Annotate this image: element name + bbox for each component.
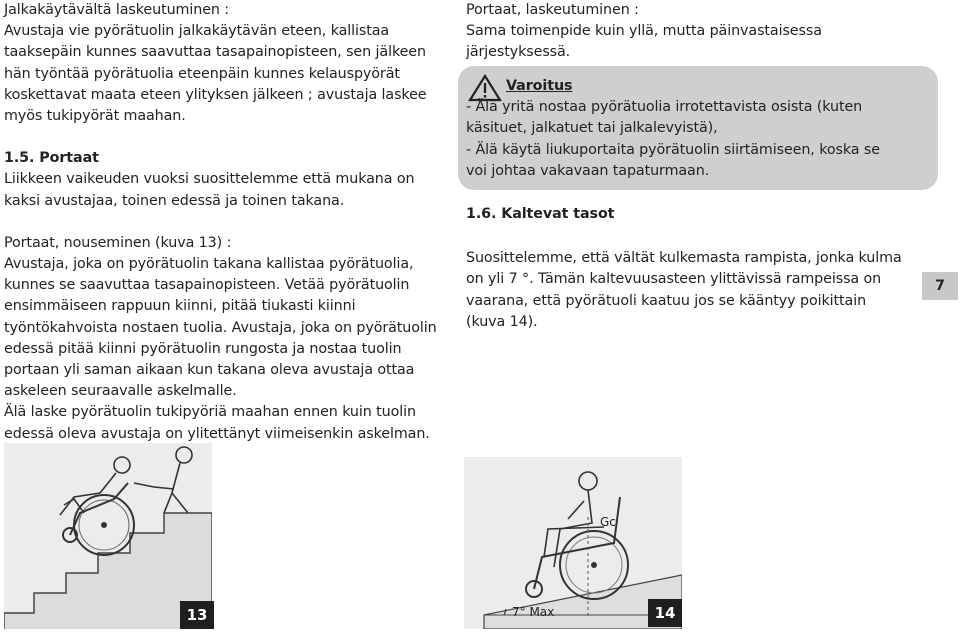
label-gc: Gc xyxy=(600,515,616,529)
text-line: edessä oleva avustaja on ylitettänyt viimeisenkin askelman. xyxy=(4,425,430,442)
text-line: Avustaja, joka on pyörätuolin takana kallistaa pyörätuolia, xyxy=(4,256,414,273)
text-line: on yli 7 °. Tämän kaltevuusasteen ylittävissä rampeissa on xyxy=(466,271,882,288)
warning-title: Varoitus xyxy=(506,78,573,94)
text-line: Älä laske pyörätuolin tukipyöriä maahan ennen kuin tuolin xyxy=(4,404,416,421)
text-line: vaarana, että pyörätuoli kaatuu jos se kääntyy poikittain xyxy=(466,292,867,309)
text-line: askeleen seuraavalle askelmalle. xyxy=(4,383,237,400)
warning-line: voi johtaa vakavaan tapaturmaan. xyxy=(466,162,710,179)
right-column-lower xyxy=(466,204,916,333)
text-line: järjestyksessä. xyxy=(466,44,571,61)
warning-line: käsituet, jalkatuet tai jalkalevyistä), xyxy=(466,120,718,137)
text-line: kaksi avustajaa, toinen edessä ja toinen takana. xyxy=(4,192,345,209)
warning-box xyxy=(458,66,938,190)
warning-line: - Älä käytä liukuportaita pyörätuolin siirtämiseen, koska se xyxy=(466,141,880,158)
page-tab: 7 xyxy=(922,272,958,300)
warning-line: - Älä yritä nostaa pyörätuolia irrotettavista osista (kuten xyxy=(466,99,863,116)
label-angle: 7° Max xyxy=(512,605,555,619)
text-line: Portaat, laskeutuminen : xyxy=(466,2,639,18)
paragraph-stairs-intro xyxy=(4,169,432,211)
text-line: myös tukipyörät maahan. xyxy=(4,108,186,125)
text-line: Sama toimenpide kuin yllä, mutta päinvastaisessa xyxy=(466,23,822,40)
paragraph-ramps xyxy=(466,248,916,333)
left-column xyxy=(4,0,437,445)
text-line: Suosittelemme, että vältät kulkemasta rampista, jonka kulma xyxy=(466,250,902,267)
text-line: (kuva 14). xyxy=(466,313,538,330)
text-line: kunnes se saavuttaa tasapainopisteen. Vetää pyörätuolin xyxy=(4,277,410,294)
text-line: Portaat, nouseminen (kuva 13) : xyxy=(4,234,232,251)
text-line: Avustaja vie pyörätuolin jalkakäytävän eteen, kallistaa xyxy=(4,23,390,40)
figure-number-13: 13 xyxy=(180,601,214,629)
right-column xyxy=(466,0,916,64)
warning-triangle-icon xyxy=(468,74,502,102)
paragraph-stairs-ascent xyxy=(4,233,437,445)
text-line: Jalkakäytävältä laskeutuminen : xyxy=(4,2,230,18)
paragraph-stairs-descent xyxy=(466,0,916,64)
section-heading-1-6: 1.6. Kaltevat tasot xyxy=(466,206,615,222)
text-line: taaksepäin kunnes saavuttaa tasapainopisteen, sen jälkeen xyxy=(4,44,426,61)
text-line: työntökahvoista nostaen tuolia. Avustaja, joka on pyörätuolin xyxy=(4,319,437,336)
text-line: edessä pitää kiinni pyörätuolin rungosta ja nostaa tuolin xyxy=(4,340,402,357)
paragraph-curb-descent xyxy=(4,0,432,127)
text-line: Liikkeen vaikeuden vuoksi suosittelemme että mukana on xyxy=(4,171,415,188)
section-heading-1-5: 1.5. Portaat xyxy=(4,150,99,167)
text-line: portaan yli saman aikaan kun takana oleva avustaja ottaa xyxy=(4,362,415,379)
figure-number-14: 14 xyxy=(648,599,682,627)
text-line: ensimmäiseen rappuun kiinni, pitää tiukasti kiinni xyxy=(4,298,356,315)
text-line: koskettavat maata eteen ylityksen jälkeen ; avustaja laskee xyxy=(4,86,427,103)
text-line: hän työntää pyörätuolia eteenpäin kunnes kelauspyörät xyxy=(4,65,400,82)
